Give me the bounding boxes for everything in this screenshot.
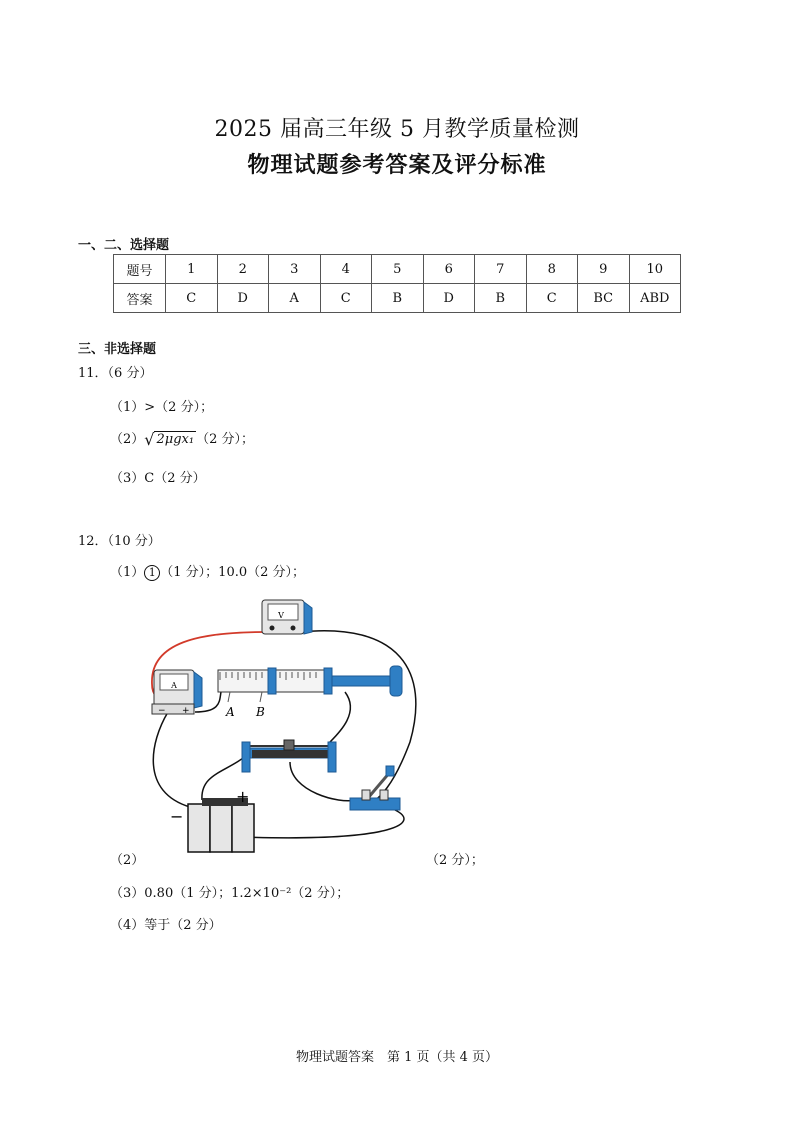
battery-icon — [188, 798, 254, 852]
ammeter-label: A — [171, 681, 177, 690]
q12-part2-prefix: （2） — [110, 853, 145, 868]
page-title: 2025 届高三年级 5 月教学质量检测 — [214, 117, 580, 142]
table-cell: BC — [578, 284, 630, 313]
sqrt-icon: √ — [144, 430, 155, 449]
sqrt-radicand: 2μgx₁ — [156, 432, 195, 447]
table-cell: 8 — [526, 255, 578, 284]
answer-table — [113, 254, 681, 313]
sqrt-expression — [144, 431, 196, 448]
ammeter-minus: − — [158, 706, 166, 716]
switch-icon — [350, 766, 400, 810]
table-cell: A — [269, 284, 321, 313]
table-cell: D — [423, 284, 475, 313]
q11-part1: （1）>（2 分）； — [110, 400, 214, 415]
page-footer: 物理试题答案 第 1 页（共 4 页） — [295, 1050, 499, 1065]
table-cell: 2 — [217, 255, 269, 284]
q12-part1 — [110, 561, 305, 581]
voltmeter-icon — [262, 600, 312, 634]
ammeter-icon — [152, 670, 202, 716]
table-cell: ABD — [629, 284, 681, 313]
battery-plus-label: + — [236, 787, 250, 806]
point-a-label: A — [226, 705, 235, 719]
table-cell: B — [372, 284, 424, 313]
row-label-question: 题号 — [114, 255, 166, 284]
table-cell: 7 — [475, 255, 527, 284]
q11-part2-prefix: （2） — [110, 432, 145, 447]
table-cell: 6 — [423, 255, 475, 284]
section-choice-label: 一、二、选择题 — [78, 238, 170, 253]
q11-part2 — [110, 428, 254, 448]
circuit-diagram — [140, 592, 440, 860]
q11-part2-suffix: （2 分）； — [196, 432, 254, 447]
row-label-answer: 答案 — [114, 284, 166, 313]
circled-number: 1 — [144, 565, 160, 581]
voltmeter-wire — [300, 631, 416, 807]
q11-heading: 11．（6 分） — [78, 366, 153, 381]
table-cell: 3 — [269, 255, 321, 284]
table-cell: 9 — [578, 255, 630, 284]
q11-part3: （3）C（2 分） — [110, 471, 206, 486]
table-cell: 4 — [320, 255, 372, 284]
table-row-answers — [114, 284, 681, 313]
q12-part4: （4）等于（2 分） — [110, 918, 222, 933]
rheostat-icon — [242, 740, 336, 772]
table-cell: C — [166, 284, 218, 313]
q12-part2-suffix: （2 分）； — [426, 853, 484, 868]
q12-part3: （3）0.80（1 分）；1.2×10⁻²（2 分）； — [110, 886, 350, 901]
table-cell: C — [526, 284, 578, 313]
switch-wire — [290, 762, 355, 801]
table-row-questions — [114, 255, 681, 284]
ammeter-wire — [153, 712, 190, 807]
table-cell: B — [475, 284, 527, 313]
voltmeter-label: V — [278, 611, 284, 620]
page-subtitle: 物理试题参考答案及评分标准 — [247, 153, 547, 178]
q12-part1-prefix: （1） — [110, 565, 145, 580]
section-nonchoice-label: 三、非选择题 — [78, 342, 157, 357]
point-b-label: B — [256, 705, 265, 719]
table-cell: D — [217, 284, 269, 313]
q12-heading: 12．（10 分） — [78, 534, 161, 549]
q12-part1-suffix: （1 分）；10.0（2 分）； — [160, 565, 306, 580]
ruler-rod-icon — [218, 666, 402, 702]
table-cell: C — [320, 284, 372, 313]
table-cell: 10 — [629, 255, 681, 284]
return-wire — [240, 810, 404, 838]
table-cell: 5 — [372, 255, 424, 284]
ammeter-plus: + — [182, 706, 190, 716]
battery-minus-label: − — [170, 807, 184, 826]
rheostat-wire — [330, 692, 350, 742]
table-cell: 1 — [166, 255, 218, 284]
